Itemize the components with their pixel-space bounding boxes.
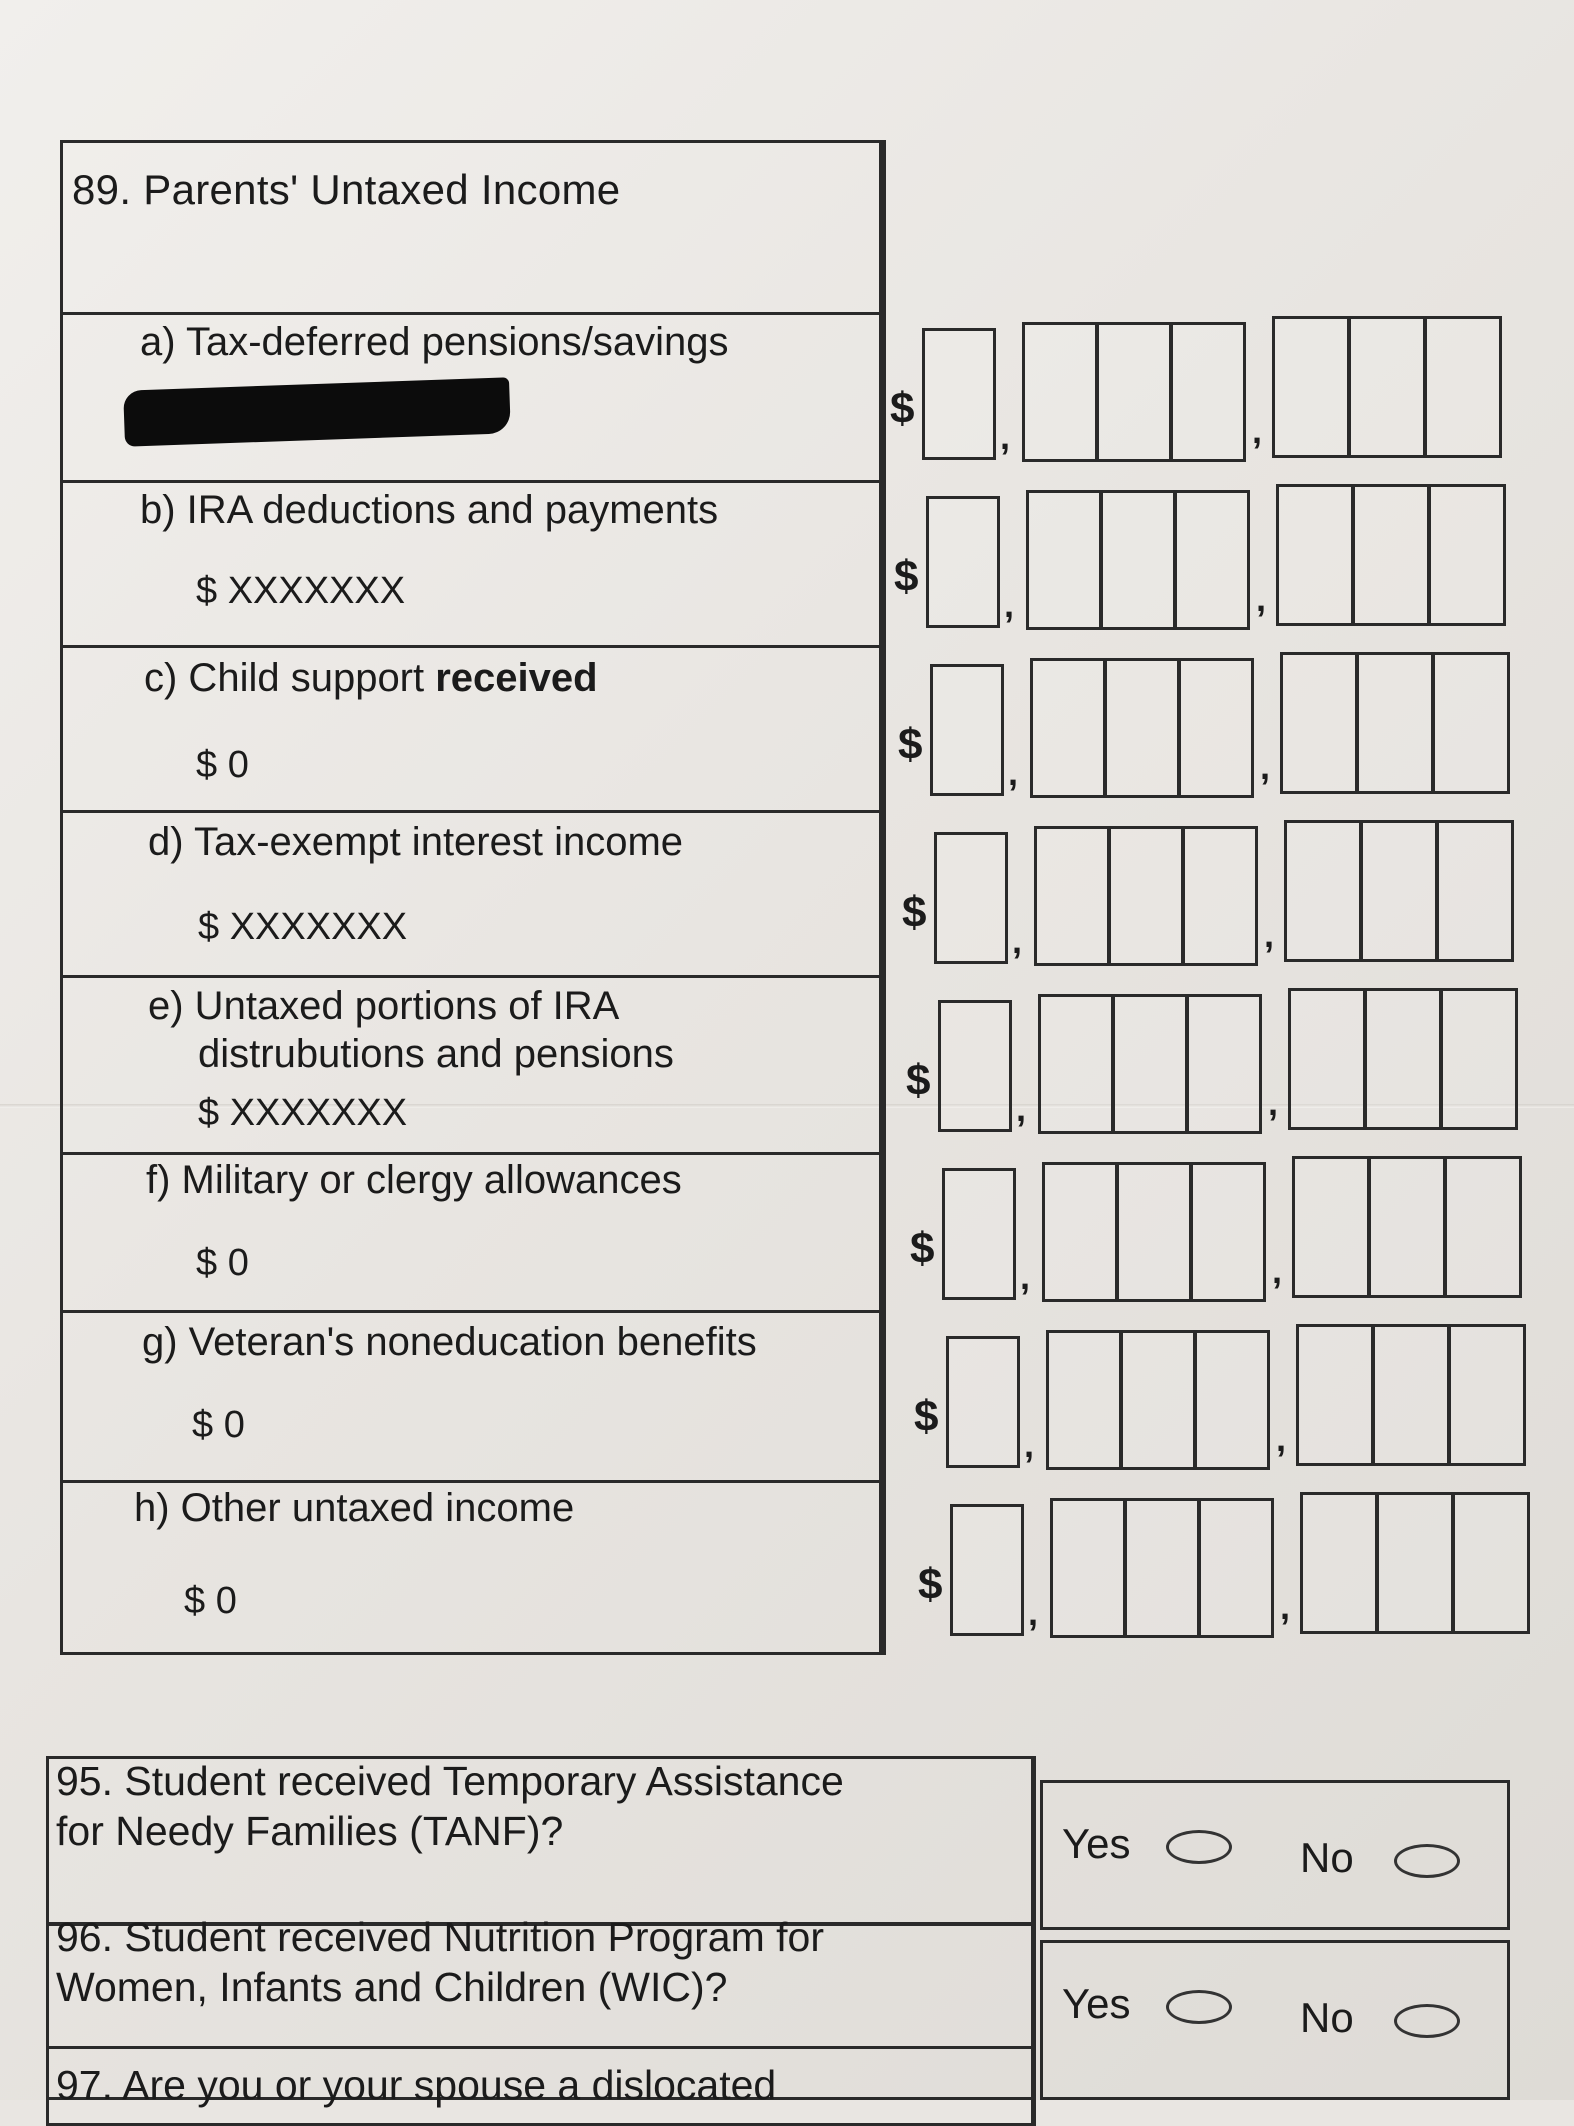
- digit-box[interactable]: [1186, 994, 1262, 1134]
- digit-box[interactable]: [1108, 826, 1184, 966]
- digit-box[interactable]: [1440, 988, 1518, 1130]
- digit-box[interactable]: [1190, 1162, 1266, 1302]
- digit-box[interactable]: [926, 496, 1000, 628]
- digit-box[interactable]: [1284, 820, 1362, 962]
- comma-separator: ,: [1256, 578, 1267, 619]
- digit-box[interactable]: [1096, 322, 1172, 462]
- digit-box[interactable]: [1360, 820, 1438, 962]
- digit-box[interactable]: [1182, 826, 1258, 966]
- digit-box[interactable]: [1178, 658, 1254, 798]
- row-divider: [60, 1310, 886, 1313]
- comma-separator: ,: [1252, 410, 1263, 451]
- digit-box[interactable]: [934, 832, 1008, 964]
- comma-separator: ,: [1276, 1418, 1287, 1459]
- section-95-yes-radio[interactable]: [1166, 1830, 1232, 1864]
- row-f-value: $ 0: [196, 1242, 249, 1284]
- digit-box[interactable]: [1170, 322, 1246, 462]
- comma-separator: ,: [1004, 584, 1015, 625]
- digit-box[interactable]: [1372, 1324, 1450, 1466]
- row-g-value: $ 0: [192, 1404, 245, 1446]
- comma-separator: ,: [1016, 1088, 1027, 1129]
- dollar-sign: $: [902, 888, 927, 937]
- row-divider: [60, 312, 886, 315]
- digit-box[interactable]: [1452, 1492, 1530, 1634]
- row-c-label-bold: received: [435, 656, 598, 700]
- digit-box[interactable]: [1104, 658, 1180, 798]
- comma-separator: ,: [1000, 416, 1011, 457]
- comma-separator: ,: [1028, 1592, 1039, 1633]
- row-a-label: a) Tax-deferred pensions/savings: [140, 320, 729, 364]
- digit-box[interactable]: [950, 1504, 1024, 1636]
- row-divider: [60, 810, 886, 813]
- digit-box[interactable]: [1120, 1330, 1196, 1470]
- digit-box[interactable]: [1116, 1162, 1192, 1302]
- digit-box[interactable]: [1112, 994, 1188, 1134]
- digit-box[interactable]: [1432, 652, 1510, 794]
- section-95-line1: 95. Student received Temporary Assistance: [56, 1758, 844, 1804]
- digit-box[interactable]: [1272, 316, 1350, 458]
- digit-box[interactable]: [922, 328, 996, 460]
- digit-box[interactable]: [942, 1168, 1016, 1300]
- row-b-value: $ XXXXXXX: [196, 570, 406, 612]
- section-96-line2: Women, Infants and Children (WIC)?: [56, 1964, 728, 2010]
- dollar-sign: $: [906, 1056, 931, 1105]
- comma-separator: ,: [1264, 914, 1275, 955]
- row-f-label: f) Military or clergy allowances: [146, 1158, 682, 1202]
- dollar-sign: $: [898, 720, 923, 769]
- comma-separator: ,: [1012, 920, 1023, 961]
- digit-box[interactable]: [1198, 1498, 1274, 1638]
- comma-separator: ,: [1272, 1250, 1283, 1291]
- digit-box[interactable]: [1100, 490, 1176, 630]
- digit-box[interactable]: [946, 1336, 1020, 1468]
- section-95-no-label: No: [1300, 1834, 1354, 1881]
- dollar-sign: $: [894, 552, 919, 601]
- digit-box[interactable]: [1046, 1330, 1122, 1470]
- digit-box[interactable]: [1050, 1498, 1126, 1638]
- row-divider: [60, 480, 886, 483]
- digit-box[interactable]: [1026, 490, 1102, 630]
- digit-box[interactable]: [1276, 484, 1354, 626]
- row-e-value: $ XXXXXXX: [198, 1092, 408, 1134]
- row-e-label-line2: distrubutions and pensions: [198, 1032, 674, 1076]
- section-95-line2: for Needy Families (TANF)?: [56, 1808, 564, 1854]
- row-b-label: b) IRA deductions and payments: [140, 488, 719, 532]
- digit-box[interactable]: [1296, 1324, 1374, 1466]
- digit-box[interactable]: [938, 1000, 1012, 1132]
- section-96-yes-radio[interactable]: [1166, 1990, 1232, 2024]
- row-c-value: $ 0: [196, 744, 249, 786]
- section-97-line1: 97. Are you or your spouse a dislocated: [56, 2062, 777, 2108]
- section-96-no-radio[interactable]: [1394, 2004, 1460, 2038]
- row-divider: [60, 1480, 886, 1483]
- digit-box[interactable]: [1030, 658, 1106, 798]
- dollar-sign: $: [918, 1560, 943, 1609]
- comma-separator: ,: [1020, 1256, 1031, 1297]
- digit-box[interactable]: [1124, 1498, 1200, 1638]
- digit-box[interactable]: [1428, 484, 1506, 626]
- digit-box[interactable]: [1300, 1492, 1378, 1634]
- row-h-label: h) Other untaxed income: [134, 1486, 575, 1530]
- digit-box[interactable]: [1436, 820, 1514, 962]
- dollar-sign: $: [910, 1224, 935, 1273]
- dollar-sign: $: [890, 384, 915, 433]
- digit-box[interactable]: [1348, 316, 1426, 458]
- digit-box[interactable]: [1364, 988, 1442, 1130]
- digit-box[interactable]: [1038, 994, 1114, 1134]
- row-c-label-text: c) Child support: [144, 656, 436, 700]
- digit-box[interactable]: [1444, 1156, 1522, 1298]
- digit-box[interactable]: [930, 664, 1004, 796]
- digit-box[interactable]: [1288, 988, 1366, 1130]
- comma-separator: ,: [1008, 752, 1019, 793]
- row-h-value: $ 0: [184, 1580, 237, 1622]
- row-g-label: g) Veteran's noneducation benefits: [142, 1320, 757, 1364]
- digit-box[interactable]: [1022, 322, 1098, 462]
- section-96-no-label: No: [1300, 1994, 1354, 2041]
- row-divider: [60, 645, 886, 648]
- digit-box[interactable]: [1356, 652, 1434, 794]
- digit-box[interactable]: [1280, 652, 1358, 794]
- section-95-no-radio[interactable]: [1394, 1844, 1460, 1878]
- digit-box[interactable]: [1174, 490, 1250, 630]
- digit-box[interactable]: [1042, 1162, 1118, 1302]
- row-c-label: [144, 656, 598, 701]
- digit-box[interactable]: [1368, 1156, 1446, 1298]
- digit-box[interactable]: [1352, 484, 1430, 626]
- digit-box[interactable]: [1034, 826, 1110, 966]
- comma-separator: ,: [1268, 1082, 1279, 1123]
- section-96-line1: 96. Student received Nutrition Program for: [56, 1914, 824, 1960]
- dollar-sign: $: [914, 1392, 939, 1441]
- section-96-yes-label: Yes: [1062, 1980, 1131, 2027]
- section-89-box: [60, 140, 886, 1655]
- comma-separator: ,: [1280, 1586, 1291, 1627]
- digit-box[interactable]: [1424, 316, 1502, 458]
- section-89-title: 89. Parents' Untaxed Income: [72, 166, 621, 213]
- digit-box[interactable]: [1376, 1492, 1454, 1634]
- digit-box[interactable]: [1292, 1156, 1370, 1298]
- row-divider: [60, 1152, 886, 1155]
- row-divider: [60, 975, 886, 978]
- row-d-label: d) Tax-exempt interest income: [148, 820, 684, 864]
- row-e-label-line1: e) Untaxed portions of IRA: [148, 984, 620, 1028]
- row-d-value: $ XXXXXXX: [198, 906, 408, 948]
- digit-box[interactable]: [1448, 1324, 1526, 1466]
- section-95-yes-label: Yes: [1062, 1820, 1131, 1867]
- comma-separator: ,: [1024, 1424, 1035, 1465]
- comma-separator: ,: [1260, 746, 1271, 787]
- digit-box[interactable]: [1194, 1330, 1270, 1470]
